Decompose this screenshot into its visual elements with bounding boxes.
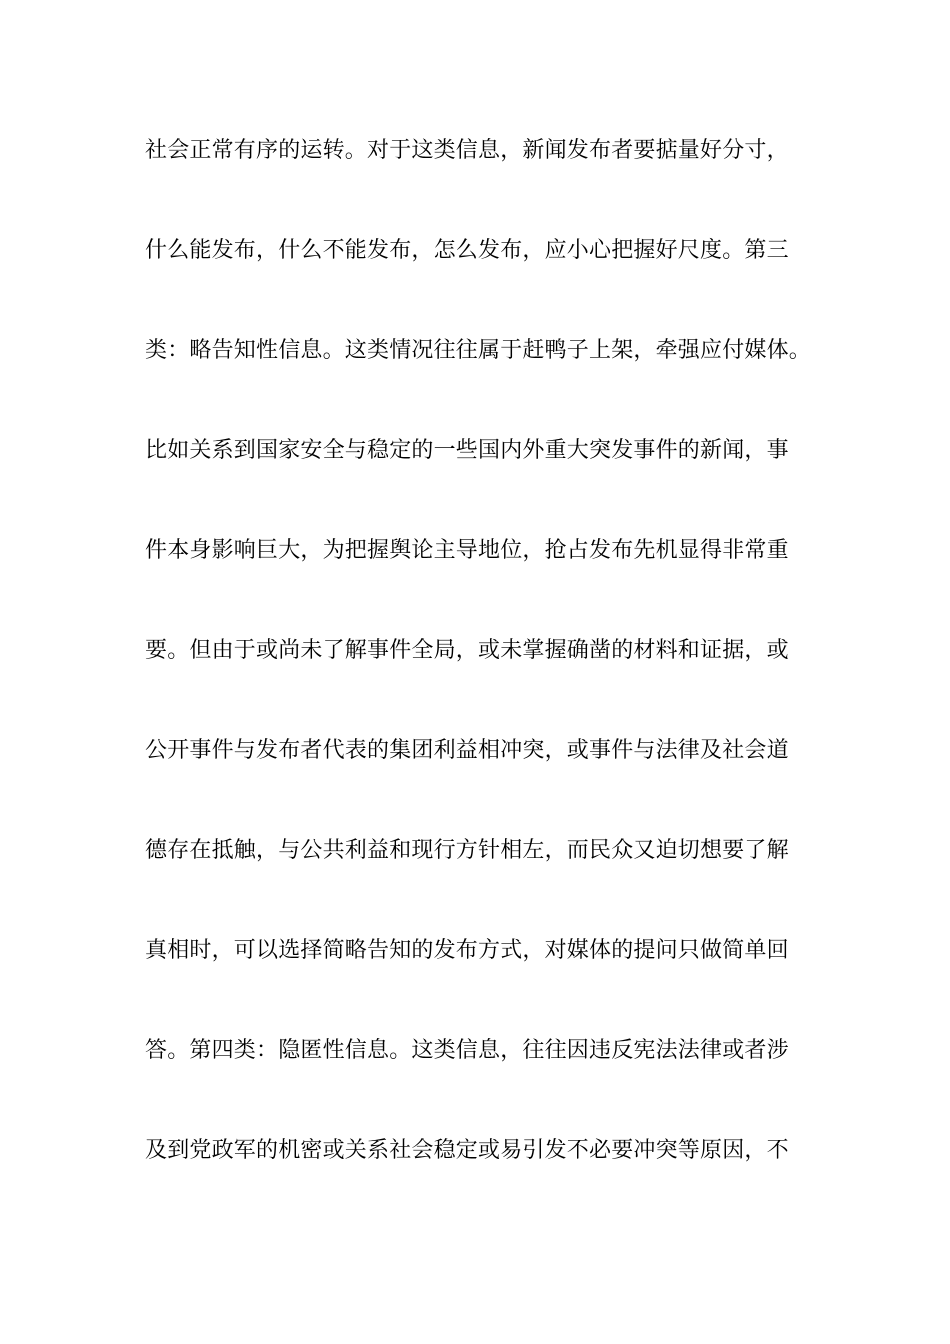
text-line: 公开事件与发布者代表的集团利益相冲突，或事件与法律及社会道: [145, 738, 789, 763]
text-line: 要。但由于或尚未了解事件全局，或未掌握确凿的材料和证据，或: [145, 638, 789, 663]
text-line: 答。第四类：隐匿性信息。这类信息，往往因违反宪法法律或者涉: [145, 1038, 789, 1063]
text-line: 德存在抵触，与公共利益和现行方针相左，而民众又迫切想要了解: [145, 838, 789, 863]
text-line: 比如关系到国家安全与稳定的一些国内外重大突发事件的新闻，事: [145, 438, 789, 463]
text-line: 及到党政军的机密或关系社会稳定或易引发不必要冲突等原因，不: [145, 1138, 789, 1163]
text-line: 类：略告知性信息。这类情况往往属于赶鸭子上架，牵强应付媒体。: [145, 338, 812, 363]
text-line: 真相时，可以选择简略告知的发布方式，对媒体的提问只做简单回: [145, 938, 789, 963]
text-line: 社会正常有序的运转。对于这类信息，新闻发布者要掂量好分寸，: [145, 138, 789, 163]
body-text: [145, 130, 835, 1230]
text-line: 件本身影响巨大，为把握舆论主导地位，抢占发布先机显得非常重: [145, 538, 789, 563]
text-line: 什么能发布，什么不能发布，怎么发布，应小心把握好尺度。第三: [145, 238, 789, 263]
